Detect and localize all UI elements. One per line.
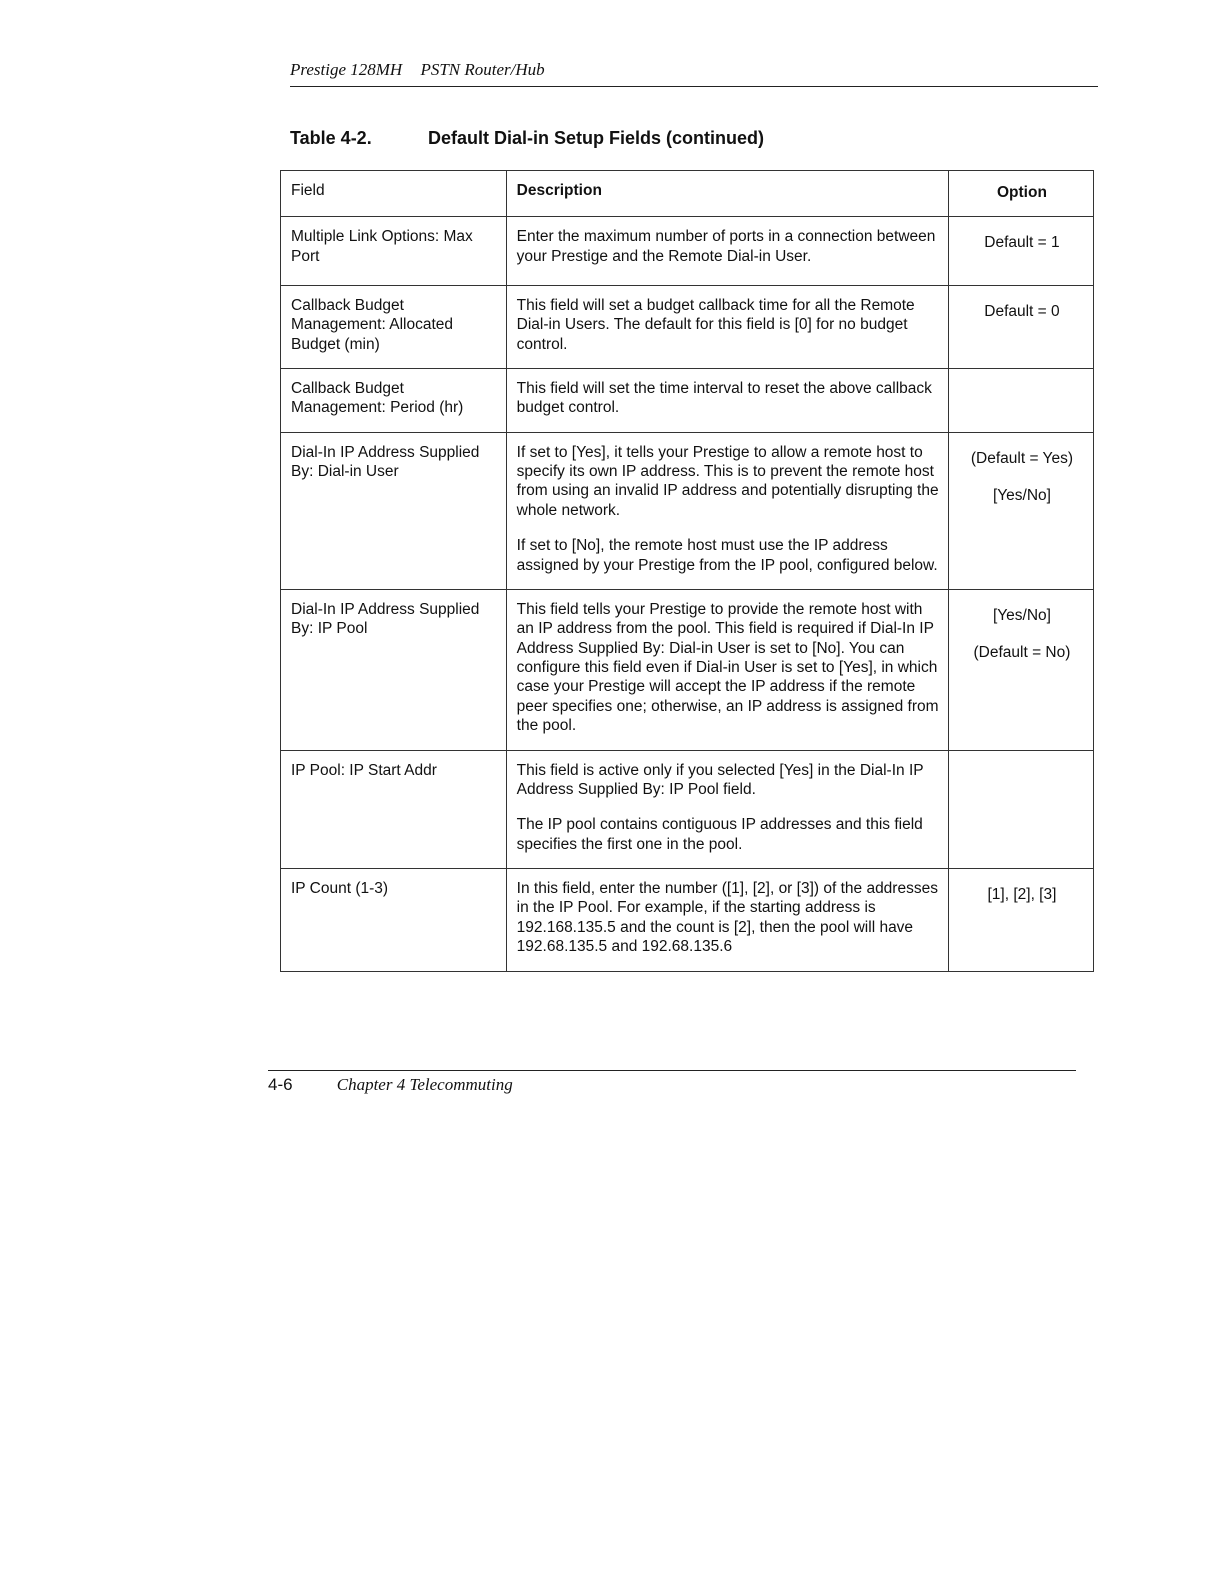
description-paragraph: This field will set a budget callback time for all the Remote Dial-in Users. The default for this field is [0] for no budget control. [516,296,915,353]
option-cell [948,589,1093,750]
column-header-field: Field [281,171,507,217]
table-row [281,217,1094,285]
table-caption [290,128,764,149]
description-cell [506,589,948,750]
table-row [281,285,1094,368]
description-paragraph: In this field, enter the number ([1], [2], or [3]) of the addresses in the IP Pool. For example, if the starting address is 192.168.135.5 and the count is [2], then the pool will have 192.68.135.5 and 192.68.135.6 [516,880,938,956]
field-cell: IP Count (1-3) [281,869,507,972]
page-number: 4-6 [268,1075,293,1094]
description-paragraph: If set to [Yes], it tells your Prestige to allow a remote host to specify its own IP address. This is to prevent the remote host from using an invalid IP address and potentially disrupting the whole network. [516,443,939,519]
running-footer [268,1070,1076,1095]
description-paragraph: This field is active only if you selected [Yes] in the Dial-In IP Address Supplied By: IP Pool field. [516,761,924,798]
table-title: Default Dial-in Setup Fields (continued) [428,128,765,148]
field-cell: Dial-In IP Address Supplied By: IP Pool [281,589,507,750]
option-cell [948,217,1093,285]
table-header-row [281,171,1094,217]
description-paragraph: The IP pool contains contiguous IP addresses and this field specifies the first one in the pool. [516,816,923,853]
option-value: (Default = No) [973,644,1071,662]
header-subtitle: PSTN Router/Hub [420,60,545,79]
field-cell: Multiple Link Options: Max Port [281,217,507,285]
description-paragraph: If set to [No], the remote host must use the IP address assigned by your Prestige from the IP pool, configured below. [516,537,938,574]
option-cell [948,285,1093,368]
column-header-option: Option [948,171,1093,217]
table-row [281,432,1094,589]
option-value: [1], [2], [3] [987,886,1057,903]
field-cell: Callback Budget Management: Period (hr) [281,368,507,432]
description-cell [506,869,948,972]
description-cell [506,285,948,368]
table-body [281,217,1094,971]
option-value: Default = 1 [984,234,1060,252]
option-value: [Yes/No] [992,487,1051,504]
table-row [281,750,1094,869]
option-cell [948,432,1093,589]
option-cell [948,869,1093,972]
description-cell [506,750,948,869]
fields-table [280,170,1094,972]
field-cell: Dial-In IP Address Supplied By: Dial-in User [281,432,507,589]
table-number: Table 4-2. [290,128,372,148]
header-product: Prestige 128MH [290,60,403,79]
table-row [281,869,1094,972]
option-value: (Default = Yes) [970,449,1073,467]
option-cell [948,750,1093,869]
table-row [281,589,1094,750]
description-cell [506,368,948,432]
field-cell: IP Pool: IP Start Addr [281,750,507,869]
chapter-title: Chapter 4 Telecommuting [336,1075,513,1094]
option-value: [Yes/No] [992,606,1051,624]
field-cell: Callback Budget Management: Allocated Budget (min) [281,285,507,368]
description-cell [506,432,948,589]
table-row [281,368,1094,432]
option-cell [948,368,1093,432]
description-paragraph: This field tells your Prestige to provide the remote host with an IP address from the pool. This field is required if Dial-In IP Address Supplied By: Dial-in User is set to [No]. You can configure this field even if Dial-in User is set to [Yes], in which case your Prestige will accept the IP address if the remote peer specifies one; otherwise, an IP address is assigned from the pool. [516,600,939,735]
running-header [290,60,1098,87]
description-cell [506,217,948,285]
option-value: Default = 0 [984,302,1060,320]
description-paragraph: Enter the maximum number of ports in a connection between your Prestige and the Remote Dial-in User. [516,228,936,265]
description-paragraph: This field will set the time interval to reset the above callback budget control. [516,379,932,417]
column-header-description: Description [506,171,948,217]
